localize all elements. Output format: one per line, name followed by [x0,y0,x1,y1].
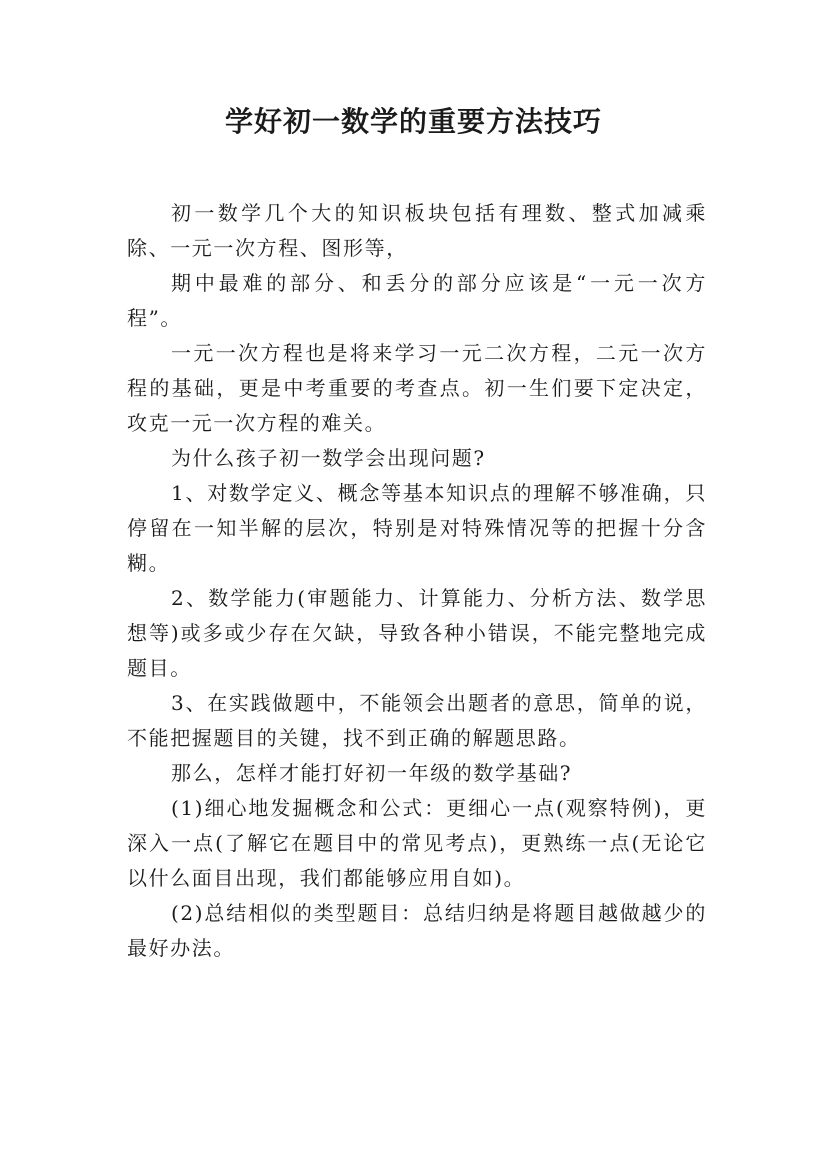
paragraph-hardest-part: 期中最难的部分、和丢分的部分应该是“一元一次方程”。 [127,271,707,330]
paragraph-method-2: (2)总结相似的类型题目：总结归纳是将题目越做越少的最好办法。 [127,901,707,960]
paragraph-method-1: (1)细心地发掘概念和公式：更细心一点(观察特例)，更深入一点(了解它在题目中的常见考点)，更熟练一点(无论它以什么面目出现，我们都能够应用自如)。 [127,796,707,890]
paragraph-reason-1: 1、对数学定义、概念等基本知识点的理解不够准确，只停留在一知半解的层次，特别是对特殊情况等的把握十分含糊。 [127,481,707,575]
paragraph-why-question: 为什么孩子初一数学会出现问题? [171,446,486,470]
paragraph-reason-3: 3、在实践做题中，不能领会出题者的意思，简单的说，不能把握题目的关键，找不到正确的解题思路。 [127,691,707,750]
paragraph-how-question: 那么，怎样才能打好初一年级的数学基础? [171,761,573,785]
document-title: 学好初一数学的重要方法技巧 [224,105,602,138]
paragraph-equation-foundation: 一元一次方程也是将来学习一元二次方程，二元一次方程的基础，更是中考重要的考查点。初一生们要下定决定，攻克一元一次方程的难关。 [127,341,707,435]
document-body [127,196,707,966]
paragraph-knowledge-blocks: 初一数学几个大的知识板块包括有理数、整式加减乘除、一元一次方程、图形等， [127,201,707,260]
paragraph-reason-2: 2、数学能力(审题能力、计算能力、分析方法、数学思想等)或多或少存在欠缺，导致各种小错误，不能完整地完成题目。 [127,586,707,680]
